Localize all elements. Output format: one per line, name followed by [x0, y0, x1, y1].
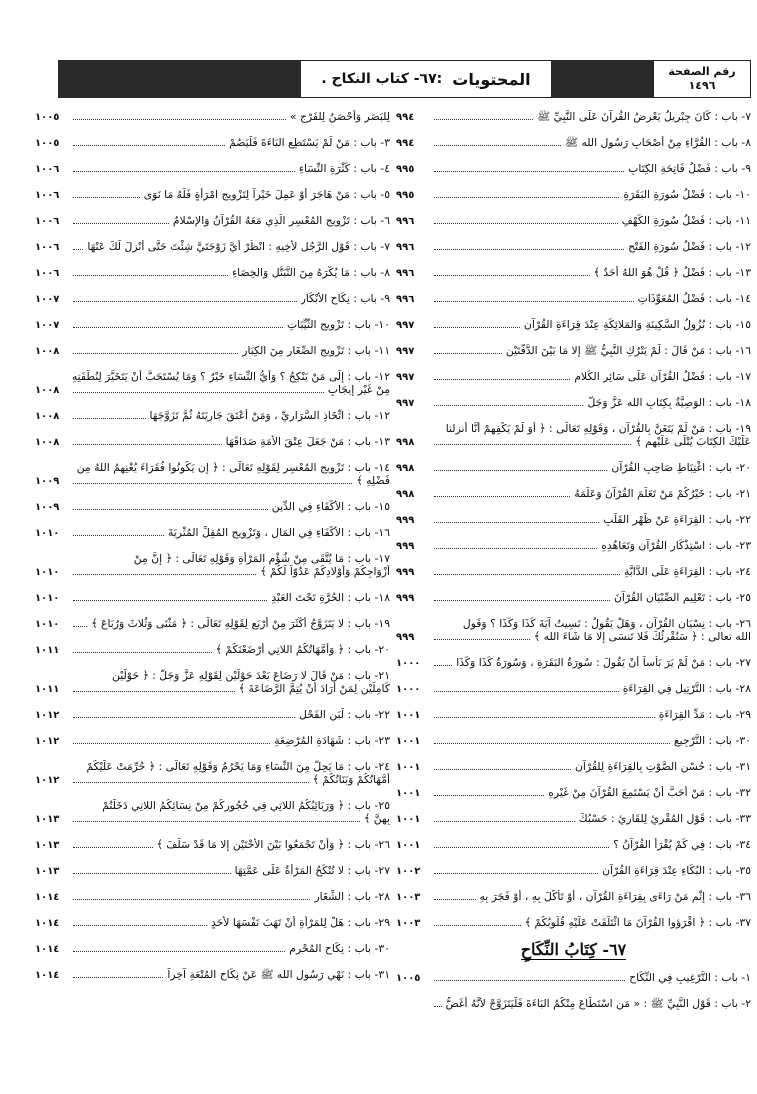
toc-entry-page: ١٠٠١	[396, 762, 421, 773]
toc-entry-title: ٩- باب : نِكَاحِ الأَبْكَارِ	[300, 292, 390, 305]
toc-entry-title: لِلبَصَرِ وَأَحْصَنُ لِلفَرْجِ »	[289, 110, 390, 123]
toc-entry[interactable]	[396, 991, 751, 1016]
dot-leader	[73, 223, 169, 224]
toc-entry-page: ١٠٠١	[396, 840, 421, 851]
toc-entry-page: ٩٩٩	[396, 593, 415, 604]
toc-entry-page: ١٠٠٧	[35, 320, 60, 331]
dot-leader	[73, 145, 225, 146]
toc-entry-title: ١٥- باب : نُزُولُ السَّكِينَةِ وَالمَلائِكَةِ عِنْدَ قِرَاءَةِ القُرْآنِ	[523, 318, 751, 331]
toc-entry[interactable]	[396, 559, 751, 585]
toc-entry-page: ١٠١٤	[35, 918, 60, 929]
toc-entry-page: ١٠٠١	[396, 814, 421, 825]
toc-entry-title-continued: عَلَيْكَ الكِتَابَ يُتْلَى عَلَيْهِم ﴾	[635, 435, 751, 448]
dot-leader	[73, 418, 146, 419]
toc-entry-title: ١٢- باب : اتِّخَاذِ السَّرَارِيِّ ، وَمَنْ أَعْتَقَ جَارِيَتَهُ ثُمَّ تَزَوَّجَهَا	[149, 409, 390, 422]
toc-entry-title: ٢٥- باب : تَعْلِيمِ الصِّبْيَانِ القُرْآنَ	[613, 591, 751, 604]
toc-entry-page: ٩٩٧	[396, 346, 415, 357]
toc-entry[interactable]	[35, 312, 390, 338]
toc-entry[interactable]	[35, 611, 390, 637]
toc-entry[interactable]	[35, 728, 390, 754]
dot-leader	[434, 197, 619, 198]
toc-entry-title: ٤- باب : كَثْرَةِ النِّسَاءِ	[298, 162, 390, 175]
toc-entry[interactable]	[396, 104, 751, 130]
dot-leader	[73, 691, 235, 692]
dot-leader	[73, 327, 283, 328]
toc-entry[interactable]	[396, 507, 751, 533]
toc-entry[interactable]	[396, 364, 751, 390]
toc-entry[interactable]	[396, 585, 751, 611]
toc-entry-title: ٧- باب : قَوْلِ الرَّجُلِ لأَخِيهِ : انْظُرْ أَيَّ زَوْجَتَيَّ شِئْتَ حَتَّى أَنْزِلَ لَكَ عَنْهَا	[87, 240, 390, 253]
page-number-label: رقم الصفحة	[668, 65, 736, 78]
dot-leader	[434, 119, 533, 120]
dot-leader	[73, 301, 297, 302]
dot-leader	[434, 548, 597, 549]
dot-leader	[73, 847, 153, 848]
toc-entry[interactable]	[35, 832, 390, 858]
toc-entry[interactable]	[396, 182, 751, 208]
header-dark-band-left	[58, 60, 301, 98]
contents-label: المحتويات	[452, 69, 531, 89]
dot-leader	[434, 275, 590, 276]
toc-entry-page: ١٠١٠	[35, 567, 60, 578]
toc-entry[interactable]	[35, 793, 390, 832]
toc-entry-title: ٧- باب : كَانَ جِبْرِيلُ يَعْرِضُ القُرآنَ عَلَى النَّبِيِّ ﷺ	[537, 110, 751, 123]
toc-entry[interactable]	[35, 884, 390, 910]
toc-entry-page: ٩٩٤	[396, 138, 415, 149]
toc-entry[interactable]	[35, 858, 390, 884]
toc-entry[interactable]	[396, 234, 751, 260]
toc-entry[interactable]	[35, 962, 390, 988]
chapter-title: ٦٧- كِتَابُ النِّكَاحِ	[520, 940, 627, 959]
toc-entry[interactable]	[35, 494, 390, 520]
toc-entry-title: ٢٣- باب : اسْتِذْكَارِ القُرْآنِ وَتَعَاهُدِهِ	[601, 539, 751, 552]
toc-entry-page: ١٠٠٩	[35, 476, 60, 487]
toc-entry-title: ٢٠- باب : اغْتِبَاطِ صَاحِبِ القُرْآنِ	[611, 461, 751, 474]
toc-entry-page: ١٠١٣	[35, 840, 60, 851]
toc-entry[interactable]	[35, 130, 390, 156]
toc-entry-page: ٩٩٨	[396, 437, 415, 448]
dot-leader	[434, 600, 610, 601]
dot-leader	[73, 574, 256, 575]
toc-entry-page: ١٠٠٨	[35, 346, 60, 357]
dot-leader	[73, 444, 222, 445]
dot-leader	[73, 925, 207, 926]
toc-entry-title: ٢٠- باب : ﴿ وَأُمَّهَاتُكُمُ اللاتِي أَرْضَعْنَكُمْ ﴾	[215, 643, 390, 656]
toc-entry-title: ٣٧- باب : ﴿ اقْرَؤوا القُرْآنَ مَا ائْتَلَفَتْ عَلَيْهِ قُلُوبُكُمْ ﴾	[524, 916, 751, 929]
toc-entry-page: ١٠١٤	[35, 944, 60, 955]
dot-leader	[434, 717, 655, 718]
toc-entry-page: ١٠٠٥	[35, 112, 60, 123]
dot-leader	[434, 470, 607, 471]
toc-entry-title: ١٧- باب : فَضْلُ القُرْآنِ عَلَى سَائِرِ الكَلامِ	[574, 370, 751, 383]
toc-entry-title: ٢٥- باب : ﴿ وَرَبَائِبُكُمُ اللاتِي فِي حُجُورِكُمْ مِنْ نِسَائِكُمُ اللاتِي دَخَلْتُمْ	[102, 799, 390, 812]
toc-entry-page: ١٠٠١	[396, 736, 421, 747]
toc-entry-title: ٣٠- باب : التَّرْجِيعِ	[673, 734, 751, 747]
dot-leader	[73, 821, 360, 822]
toc-entry-title: ١٢- باب : فَضْلُ سُورَةِ الفَتْحِ	[628, 240, 751, 253]
toc-left-column	[35, 104, 390, 988]
header-title	[301, 60, 551, 98]
dot-leader	[434, 574, 620, 575]
dot-leader	[73, 392, 324, 393]
toc-entry-title: ٢١- باب : خَيْرُكُمْ مَنْ تَعَلَّمَ القُرْآنَ وَعَلَّمَهُ	[574, 487, 751, 500]
dot-leader	[434, 639, 530, 640]
book-label: :٦٧- كتاب النكاح .	[321, 71, 443, 87]
toc-entry-page: ٩٩٩	[396, 515, 415, 526]
toc-entry-page: ١٠٠١	[396, 788, 421, 799]
toc-entry-title: ٢٨- باب : الشِّغَارِ	[314, 890, 390, 903]
toc-entry[interactable]	[396, 754, 751, 780]
toc-entry-page: ١٠١٠	[35, 619, 60, 630]
toc-entry-page: ١٠٠١	[396, 710, 421, 721]
toc-entry[interactable]	[396, 728, 751, 754]
toc-entry[interactable]	[396, 481, 751, 507]
toc-entry-page: ١٠٠٨	[35, 411, 60, 422]
toc-entry[interactable]	[35, 104, 390, 130]
dot-leader	[434, 444, 631, 445]
chapter-heading	[396, 936, 751, 965]
toc-entry-page: ١٠٠٠	[396, 658, 421, 669]
toc-entry-page: ١٠٠٩	[35, 502, 60, 513]
dot-leader	[434, 821, 575, 822]
toc-entry-page: ١٠١٠	[35, 593, 60, 604]
dot-leader	[434, 847, 609, 848]
toc-entry-title-continued: أُمَّهَاتُكُمْ وَبَنَاتُكُمْ ﴾	[312, 773, 390, 786]
toc-entry-title: ٢٩- باب : مَدِّ القِرَاءَةِ	[658, 708, 751, 721]
toc-entry-title: ٨- باب : مَا يُكْرَهُ مِنَ التَّبَتُّلِ وَالخِصَاءِ	[232, 266, 390, 279]
toc-entry[interactable]	[35, 663, 390, 702]
toc-entry[interactable]	[396, 806, 751, 832]
toc-entry-title: ٣٥- باب : البُكَاءِ عِنْدَ قِرَاءَةِ القُرْآنِ	[602, 864, 751, 877]
dot-leader	[434, 873, 598, 874]
toc-entry-page: ١٠١٢	[35, 775, 60, 786]
toc-entry[interactable]	[35, 546, 390, 585]
dot-leader	[434, 665, 452, 666]
dot-leader	[434, 925, 521, 926]
dot-leader	[434, 1006, 442, 1007]
dot-leader	[434, 795, 544, 796]
toc-entry-page: ٩٩٨	[396, 463, 415, 474]
toc-entry-title: ٢- باب : قَوْلِ النَّبِيِّ ﷺ : « مَنِ اسْتَطَاعَ مِنْكُمُ البَاءَةَ فَلْيَتَزَوَّجْ لأَنَّهُ أَغَضُّ	[446, 997, 751, 1010]
toc-entry-page: ٩٩٦	[396, 268, 415, 279]
toc-entry-title: ١٠- باب : فَضْلُ سُورَةِ البَقَرَةِ	[623, 188, 751, 201]
toc-entry-title: ٢٦- باب : ﴿ وَأَنْ تَجْمَعُوا بَيْنَ الأُخْتَيْنِ إِلا مَا قَدْ سَلَفَ ﴾	[156, 838, 390, 851]
dot-leader	[73, 535, 164, 536]
toc-entry-page: ١٠١٣	[35, 814, 60, 825]
dot-leader	[434, 223, 618, 224]
toc-entry-title: ٢٤- باب : القِرَاءَةِ عَلَى الدَّابَّةِ	[624, 565, 751, 578]
toc-entry-title: ١٥- باب : الأَكْفَاءِ فِي الدِّينِ	[271, 500, 390, 513]
dot-leader	[434, 691, 619, 692]
page-header	[58, 60, 751, 98]
toc-entry-page: ١٠١١	[35, 684, 60, 695]
toc-entry[interactable]	[35, 429, 390, 455]
toc-entry[interactable]	[35, 520, 390, 546]
toc-entry-title: ٣٤- باب : فِي كَمْ يُقْرَأُ القُرْآنُ ؟	[613, 838, 751, 851]
dot-leader	[434, 769, 571, 770]
toc-entry-page: ٩٩٧	[396, 372, 415, 383]
toc-entry[interactable]	[35, 702, 390, 728]
toc-entry[interactable]	[35, 364, 390, 403]
toc-entry-page: ١٠٠٦	[35, 268, 60, 279]
toc-entry[interactable]	[396, 676, 751, 702]
toc-entry[interactable]	[35, 936, 390, 962]
toc-entry[interactable]	[396, 130, 751, 156]
dot-leader	[73, 353, 238, 354]
toc-entry[interactable]	[396, 455, 751, 481]
toc-entry-page: ١٠٠٠	[396, 684, 421, 695]
toc-entry[interactable]	[35, 403, 390, 429]
toc-entry-title: ٣٦- باب : إِثْمِ مَنْ رَاءَى بِقِرَاءَةِ القُرْآنِ ، أَوْ تَأَكَّلَ بِهِ ، أَوْ فَجَرَ بِهِ	[479, 890, 751, 903]
toc-entry[interactable]	[396, 416, 751, 455]
dot-leader	[434, 327, 520, 328]
toc-entry[interactable]	[35, 585, 390, 611]
dot-leader	[73, 951, 285, 952]
toc-entry-page: ١٠١٢	[35, 710, 60, 721]
toc-entry-title: ١- باب : التَّرْغِيبِ فِي النِّكَاحِ	[629, 971, 751, 984]
toc-entry-page: ١٠١٤	[35, 970, 60, 981]
toc-entry[interactable]	[396, 965, 751, 991]
dot-leader	[434, 249, 624, 250]
dot-leader	[434, 496, 570, 497]
dot-leader	[434, 522, 599, 523]
dot-leader	[73, 249, 83, 250]
toc-entry-page: ٩٩٦	[396, 294, 415, 305]
dot-leader	[73, 652, 212, 653]
toc-entry[interactable]	[396, 832, 751, 858]
toc-entry-page: ١٠٠٣	[396, 918, 421, 929]
toc-entry-title: ٢٤- باب : مَا يَحِلُّ مِنَ النِّسَاءِ وَمَا يَحْرُمُ وَقَوْلِهِ تَعَالَى : ﴿ حُرِّمَتْ عَلَيْكُمْ	[86, 760, 390, 773]
toc-entry-title: ٢٢- باب : لَبَنِ الفَحْلِ	[299, 708, 390, 721]
toc-entry[interactable]	[396, 156, 751, 182]
dot-leader	[73, 873, 231, 874]
toc-entry-title: ١٩- باب : مَنْ لَمْ يَتَغَنَّ بِالقُرْآنِ ، وَقَوْلِهِ تَعَالَى : ﴿ أَوَ لَمْ يَكْفِهِمْ أَنَّا أَنزلنا	[445, 422, 751, 435]
toc-entry-title: ٢٢- باب : القِرَاءَةِ عَنْ ظَهْرِ القَلْبِ	[603, 513, 751, 526]
toc-entry-page: ١٠٠٦	[35, 216, 60, 227]
page-number: ١٤٩٦	[688, 79, 716, 92]
toc-entry-title: ٥- باب : مَنْ هَاجَرَ أَوْ عَمِلَ خَيْراً لِتَزْوِيجِ امْرَأَةٍ فَلَهُ مَا نَوَى	[143, 188, 390, 201]
toc-entry[interactable]	[35, 455, 390, 494]
toc-entry[interactable]	[35, 754, 390, 793]
toc-entry-page: ١٠٠٦	[35, 242, 60, 253]
toc-entry-title: ١٨- باب : الحُرَّةِ تَحْتَ العَبْدِ	[271, 591, 390, 604]
toc-entry-title: ٢٧- باب : لا تُنْكَحُ المَرْأَةُ عَلَى عَمَّتِهَا	[234, 864, 390, 877]
dot-leader	[73, 600, 267, 601]
toc-entry-title: ٣١- باب : نَهْيِ رَسُولِ الله ﷺ عَنْ نِكَاحِ المُتْعَةِ آخِراً	[167, 968, 390, 981]
toc-entry-page: ١٠٠٨	[35, 437, 60, 448]
dot-leader	[73, 197, 140, 198]
dot-leader	[73, 743, 270, 744]
toc-entry-title-continued: فَضْلِهِ ﴾	[356, 474, 390, 487]
toc-entry[interactable]	[396, 611, 751, 650]
toc-entry-title: ٢٧- باب : مَنْ لَمْ يَرَ بَأْساً أَنْ يَقُولَ : سُورَةُ البَقَرَةِ ، وَسُورَةُ كَذَا وَكَذَا	[456, 656, 751, 669]
toc-entry-title-continued: الله تعالى : ﴿ سَنُقْرِئُكَ فَلا تَنسَى إِلا مَا شَاءَ الله ﴾	[533, 630, 751, 643]
toc-entry-title-continued: مِنْ غَيْرِ إِيجَابٍ	[327, 383, 390, 396]
dot-leader	[73, 782, 309, 783]
toc-entry-page: ٩٩٧	[396, 398, 415, 409]
toc-entry-title: ١٠- باب : تَزْوِيجِ الثَّيِّبَاتِ	[287, 318, 390, 331]
toc-entry-page: ١٠٠٨	[35, 385, 60, 396]
toc-entry-page: ٩٩٩	[396, 632, 415, 643]
toc-entry-title: ١٤- باب : فَضْلُ المُعَوِّذَاتِ	[637, 292, 751, 305]
dot-leader	[73, 483, 352, 484]
toc-entry-title: ١٢- باب : إِلَى مَنْ يَنْكِحُ ؟ وَأَيُّ النِّسَاءِ خَيْرٌ ؟ وَمَا يُسْتَحَبُّ أَنْ يَتَخَيَّرَ لِنُطْفَتِهِ	[71, 370, 390, 383]
dot-leader	[434, 353, 502, 354]
toc-entry-page: ٩٩٦	[396, 242, 415, 253]
toc-entry-page: ٩٩٤	[396, 112, 415, 123]
toc-entry[interactable]	[396, 390, 751, 416]
toc-right-column	[396, 104, 751, 1016]
toc-entry-page: ٩٩٩	[396, 541, 415, 552]
toc-entry-title: ٩- باب : فَضْلُ فَاتِحَةِ الكِتَابِ	[628, 162, 751, 175]
toc-entry-title: ١١- باب : فَضْلُ سُورَةِ الكَهْفِ	[621, 214, 751, 227]
toc-entry[interactable]	[396, 780, 751, 806]
toc-entry-page: ١٠٠٦	[35, 190, 60, 201]
toc-entry-page: ١٠٠٦	[35, 164, 60, 175]
toc-entry-title: ١٣- باب : مَنْ جَعَلَ عِتْقَ الأَمَةِ صَدَاقَهَا	[225, 435, 390, 448]
toc-entry[interactable]	[396, 533, 751, 559]
toc-entry[interactable]	[396, 858, 751, 884]
dot-leader	[434, 899, 476, 900]
toc-entry-title: ٢١- باب : مَنْ قَالَ لا رَضَاعَ بَعْدَ حَوْلَيْنِ لِقَوْلِهِ عَزَّ وَجَلَّ : ﴿ حَوْلَيْنِ	[112, 669, 390, 682]
toc-entry[interactable]	[396, 208, 751, 234]
toc-entry[interactable]	[35, 286, 390, 312]
toc-entry-page: ١٠١٤	[35, 892, 60, 903]
toc-entry-title: ٨- باب : القُرَّاءِ مِنْ أَصْحَابِ رَسُولِ الله ﷺ	[564, 136, 751, 149]
toc-entry-title-continued: أَزْوَاجِكُمْ وَأَوْلادِكُمْ عَدُوّاً لَكُمْ ﴾	[260, 565, 390, 578]
toc-entry-page: ٩٩٦	[396, 216, 415, 227]
toc-entry[interactable]	[35, 910, 390, 936]
dot-leader	[434, 145, 561, 146]
dot-leader	[73, 509, 268, 510]
toc-entry-title: ١٤- باب : تَزْوِيجِ المُعْسِرِ لِقَوْلِهِ تَعَالَى : ﴿ إِن يَكُونُوا فُقَرَاءَ يُغْنِهِمُ اللهُ مِن	[76, 461, 390, 474]
page-number-box	[653, 60, 751, 98]
toc-entry-title: ١٩- باب : لا يَتَزَوَّجُ أَكْثَرَ مِنْ أَرْبَعٍ لِقَوْلِهِ تَعَالَى : ﴿ مَثْنَى وَثُلاثَ وَرُبَاعَ ﴾	[91, 617, 390, 630]
toc-entry-title: ١١- باب : تَزْوِيجِ الصِّغَارِ مِنَ الكِبَارِ	[242, 344, 390, 357]
toc-entry-title: ٢٩- باب : هَلْ لِلمَرْأَةِ أَنْ تَهَبَ نَفْسَهَا لأَحَدٍ	[210, 916, 390, 929]
toc-entry-page: ٩٩٥	[396, 190, 415, 201]
dot-leader	[73, 717, 295, 718]
toc-entry[interactable]	[396, 312, 751, 338]
dot-leader	[434, 379, 570, 380]
toc-entry-title: ٢٦- باب : نِسْيَانِ القُرْآنِ ، وَهَلْ يَقُولُ : نَسِيتُ آيَةَ كَذَا وَكَذَا ؟ وَقَولِ	[462, 617, 751, 630]
toc-entry-title: ١٨- باب : الوَصِيَّةُ بِكِتَابِ الله عَزَّ وَجَلَّ	[587, 396, 751, 409]
toc-entry-title-continued: كَامِلَيْنِ لِمَنْ أَرَادَ أَنْ يُتِمَّ الرَّضَاعَةَ ﴾	[238, 682, 390, 695]
toc-entry[interactable]	[35, 156, 390, 182]
toc-entry[interactable]	[396, 650, 751, 676]
toc-entry-page: ١٠٠٣	[396, 892, 421, 903]
dot-leader	[73, 977, 163, 978]
toc-entry-title: ٣- باب : مَنْ لَمْ يَسْتَطِعِ البَاءَةَ فَلْيَصُمْ	[229, 136, 390, 149]
toc-entry-title: ١٣- باب : فَضْلُ ﴿ قُلْ هُوَ اللهُ أَحَدٌ ﴾	[593, 266, 751, 279]
toc-entry[interactable]	[396, 702, 751, 728]
toc-entry[interactable]	[35, 260, 390, 286]
dot-leader	[73, 626, 87, 627]
toc-entry-page: ١٠١٠	[35, 528, 60, 539]
toc-entry-page: ١٠١٢	[35, 736, 60, 747]
toc-entry[interactable]	[396, 260, 751, 286]
dot-leader	[434, 405, 583, 406]
toc-entry-page: ١٠١١	[35, 645, 60, 656]
toc-entry-title: ١٦- باب : مَنْ قَالَ : لَمْ يَتْرُكِ النَّبِيُّ ﷺ إِلا مَا بَيْنَ الدَّفَّتَيْنِ	[505, 344, 751, 357]
toc-entry-title-continued: بِهِنَّ ﴾	[364, 812, 390, 825]
dot-leader	[73, 275, 228, 276]
toc-entry-title: ٣٠- باب : نِكَاحِ المُحْرِمِ	[289, 942, 390, 955]
toc-entry[interactable]	[35, 182, 390, 208]
toc-entry-title: ١٦- باب : الأَكْفَاءِ فِي المَالِ ، وَتَزْوِيجِ المُقِلِّ المُثْرِيَةَ	[167, 526, 390, 539]
toc-entry-title: ٣٣- باب : قَوْلِ المُقْرِئِ لِلقَارِئِ : حَسْبُكَ	[578, 812, 751, 825]
toc-entry-title: ٣١- باب : حُسْنِ الصَّوْتِ بِالقِرَاءَةِ لِلقُرْآنِ	[574, 760, 751, 773]
toc-entry[interactable]	[35, 234, 390, 260]
toc-entry[interactable]	[35, 208, 390, 234]
toc-entry-page: ٩٩٧	[396, 320, 415, 331]
toc-entry-title: ٦- باب : تَزْوِيجِ المُعْسِرِ الَّذِي مَعَهُ القُرْآنُ وَالإِسْلامُ	[172, 214, 390, 227]
toc-entry-title: ٣٢- باب : مَنْ أَحَبَّ أَنْ يَسْتَمِعَ القُرْآنَ مِنْ غَيْرِهِ	[548, 786, 751, 799]
toc-entry-title: ١٧- باب : مَا يُتَّقَى مِنْ شُؤْمِ المَرْأَةِ وَقَوْلِهِ تَعَالَى : ﴿ إِنَّ مِنْ	[133, 552, 390, 565]
toc-entry-page: ٩٩٨	[396, 489, 415, 500]
toc-entry-title: ٢٨- باب : التَّرْتِيلِ فِي القِرَاءَةِ	[622, 682, 751, 695]
header-dark-band-right	[551, 60, 653, 98]
toc-entry[interactable]	[35, 338, 390, 364]
dot-leader	[434, 171, 624, 172]
toc-entry[interactable]	[396, 286, 751, 312]
toc-entry-page: ١٠٠٥	[396, 973, 421, 984]
toc-entry-page: ٩٩٩	[396, 567, 415, 578]
dot-leader	[434, 743, 670, 744]
dot-leader	[73, 171, 295, 172]
dot-leader	[73, 899, 310, 900]
toc-entry[interactable]	[396, 884, 751, 910]
dot-leader	[73, 119, 286, 120]
toc-entry-page: ١٠٠٧	[35, 294, 60, 305]
toc-entry[interactable]	[396, 338, 751, 364]
toc-entry-page: ١٠١٣	[35, 866, 60, 877]
toc-entry[interactable]	[35, 637, 390, 663]
dot-leader	[434, 301, 634, 302]
toc-entry-title: ٢٣- باب : شَهَادَةِ المُرْضِعَةِ	[274, 734, 390, 747]
dot-leader	[434, 980, 625, 981]
toc-entry[interactable]	[396, 910, 751, 936]
toc-entry-page: ٩٩٥	[396, 164, 415, 175]
toc-entry-page: ١٠٠٥	[35, 138, 60, 149]
toc-entry-page: ١٠٠٢	[396, 866, 421, 877]
